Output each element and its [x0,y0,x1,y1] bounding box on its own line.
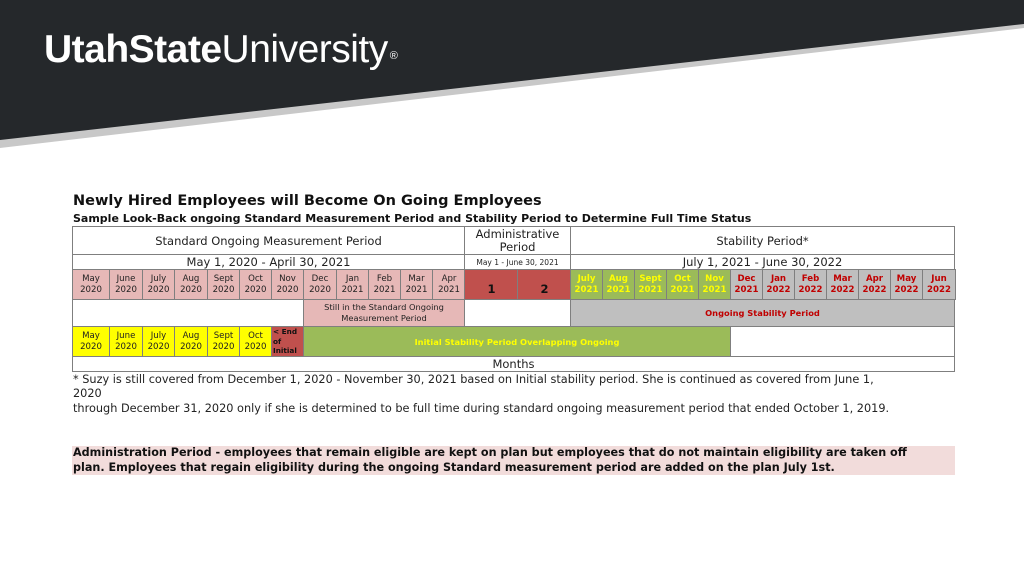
standard-month-month: Mar [408,274,425,284]
stability-period-label: Stability Period* [716,233,809,248]
standard-dates: May 1, 2020 - April 30, 2021 [186,255,351,269]
initial-month-month: Sept [213,331,234,341]
admin-period-header [464,226,571,255]
stability-month-6 [762,269,795,300]
stability-month-10 [890,269,923,300]
initial-month-year: 2020 [244,341,267,352]
admin-month-number: 1 [487,281,496,296]
initial-month-4 [207,326,240,357]
stability-month-0 [570,269,603,300]
stability-month-year: 2021 [638,284,663,295]
admin-month-0 [464,269,519,300]
standard-month-month: May [82,274,100,284]
stability-month-month: Dec [737,274,756,284]
stability-month-month: July [577,274,596,284]
initial-month-month: June [116,331,136,341]
initial-month-month: July [150,331,167,341]
initial-month-3 [174,326,208,357]
standard-month-year: 2020 [309,284,331,295]
standard-month-year: 2020 [276,284,299,295]
initial-month-2 [142,326,175,357]
standard-month-year: 2020 [147,284,170,295]
end-marker-3: Initial [273,346,297,356]
stability-month-month: Feb [801,274,820,284]
stability-month-11 [922,269,956,300]
initial-month-month: Oct [248,331,263,341]
stability-month-4 [698,269,731,300]
standard-month-7 [303,269,337,300]
initial-month-year: 2020 [147,341,170,352]
standard-month-year: 2020 [180,284,202,295]
stability-month-year: 2022 [798,284,823,295]
stability-month-year: 2021 [734,284,759,295]
stability-month-8 [826,269,859,300]
standard-month-month: Feb [376,274,393,284]
administration-note [72,446,955,475]
months-label-cell [72,356,955,372]
standard-month-9 [368,269,401,300]
standard-month-11 [432,269,466,300]
header-background [0,0,1024,150]
standard-period-label: Standard Ongoing Measurement Period [155,233,382,248]
standard-month-month: Nov [279,274,296,284]
standard-month-year: 2020 [115,284,137,295]
stability-month-month: Sept [639,274,662,284]
standard-month-6 [271,269,304,300]
stability-month-year: 2022 [927,284,951,295]
standard-period-header [72,226,465,255]
standard-month-month: June [116,274,136,284]
stability-month-9 [858,269,891,300]
standard-month-year: 2020 [244,284,267,295]
note-line-3: through December 31, 2020 only if she is determined to be full time during standard ongoing measurement period that ended October 1, 2019. [73,402,890,415]
stability-month-month: Nov [705,274,724,284]
initial-month-month: Aug [182,331,200,341]
stability-month-7 [794,269,827,300]
initial-month-year: 2020 [212,341,235,352]
admin-month-number: 2 [540,281,549,296]
initial-overlap-cell [303,326,731,357]
standard-month-year: 2021 [341,284,364,295]
end-of-initial-cell [271,326,304,357]
standard-month-1 [109,269,143,300]
stability-month-year: 2022 [830,284,855,295]
standard-month-month: Sept [213,274,234,284]
still-standard-label-1: Still in the Standard Ongoing [324,302,444,312]
stability-month-month: Aug [609,274,628,284]
admin-note-line-1: Administration Period - employees that remain eligible are kept on plan but employees that do not maintain eligibility are taken off [73,446,907,459]
initial-month-month: May [82,331,100,341]
standard-dates-cell [72,254,465,270]
admin-period-label-1: Administrative [475,226,560,241]
initial-month-year: 2020 [180,341,202,352]
standard-month-year: 2021 [373,284,396,295]
stability-month-1 [602,269,635,300]
stability-dates: July 1, 2021 - June 30, 2022 [682,255,843,269]
stability-month-month: Jan [770,274,787,284]
standard-row4-blank [72,299,311,327]
standard-month-year: 2020 [212,284,235,295]
stability-month-year: 2021 [670,284,695,295]
standard-month-year: 2020 [80,284,102,295]
university-logo [44,28,397,72]
standard-month-2 [142,269,175,300]
logo-regular-text: University [221,28,388,71]
standard-month-month: Apr [441,274,457,284]
stability-period-header [570,226,955,255]
stability-month-year: 2022 [862,284,887,295]
stability-month-month: Oct [674,274,691,284]
standard-month-4 [207,269,240,300]
still-standard-cell [303,299,465,327]
stability-month-year: 2021 [702,284,727,295]
admin-dates: May 1 - June 30, 2021 [476,257,559,267]
stability-month-month: May [896,274,917,284]
months-label: Months [492,357,535,371]
standard-month-3 [174,269,208,300]
end-marker-1: < End [273,327,298,337]
initial-month-5 [239,326,272,357]
stability-month-month: Jun [931,274,947,284]
standard-month-year: 2021 [438,284,460,295]
standard-month-month: Jan [345,274,360,284]
registered-mark: ® [389,50,398,62]
header-banner [0,0,1024,150]
standard-month-month: Aug [182,274,200,284]
stability-month-year: 2021 [574,284,599,295]
page-subtitle: Sample Look-Back ongoing Standard Measurement Period and Stability Period to Determine Full Time Status [73,212,752,225]
admin-month-1 [517,269,572,300]
initial-overlap-label: Initial Stability Period Overlapping Ongoing [414,336,620,347]
stability-dates-cell [570,254,955,270]
page-title: Newly Hired Employees will Become On Going Employees [73,193,542,209]
admin-dates-cell [464,254,571,270]
initial-month-year: 2020 [115,341,137,352]
standard-month-month: July [150,274,167,284]
row5-blank [730,326,955,357]
standard-month-month: Dec [311,274,329,284]
stability-month-month: Apr [865,274,884,284]
standard-month-year: 2021 [405,284,428,295]
admin-note-line-2: plan. Employees that regain eligibility during the ongoing Standard measurement period are added on the plan July 1st. [73,460,835,474]
initial-month-year: 2020 [80,341,102,352]
standard-month-month: Oct [248,274,263,284]
logo-bold-text: UtahState [44,28,222,71]
note-line-2: 2020 [73,387,102,400]
standard-month-8 [336,269,369,300]
still-standard-label-2: Measurement Period [341,313,427,323]
admin-row4-blank [464,299,571,327]
initial-month-1 [109,326,143,357]
stability-month-month: Mar [833,274,852,284]
stability-month-2 [634,269,667,300]
ongoing-stability-cell [570,299,955,327]
stability-month-year: 2021 [606,284,631,295]
initial-month-0 [72,326,110,357]
stability-month-3 [666,269,699,300]
stability-month-year: 2022 [894,284,919,295]
standard-month-10 [400,269,433,300]
end-marker-2: of [273,336,282,346]
stability-month-5 [730,269,763,300]
note-line-1: * Suzy is still covered from December 1, 2020 - November 30, 2021 based on Initial stability period. She is continued as covered from June 1, [73,373,874,386]
stability-month-year: 2022 [766,284,791,295]
ongoing-stability-label: Ongoing Stability Period [705,308,820,318]
standard-month-5 [239,269,272,300]
admin-period-label-2: Period [499,239,536,254]
standard-month-0 [72,269,110,300]
